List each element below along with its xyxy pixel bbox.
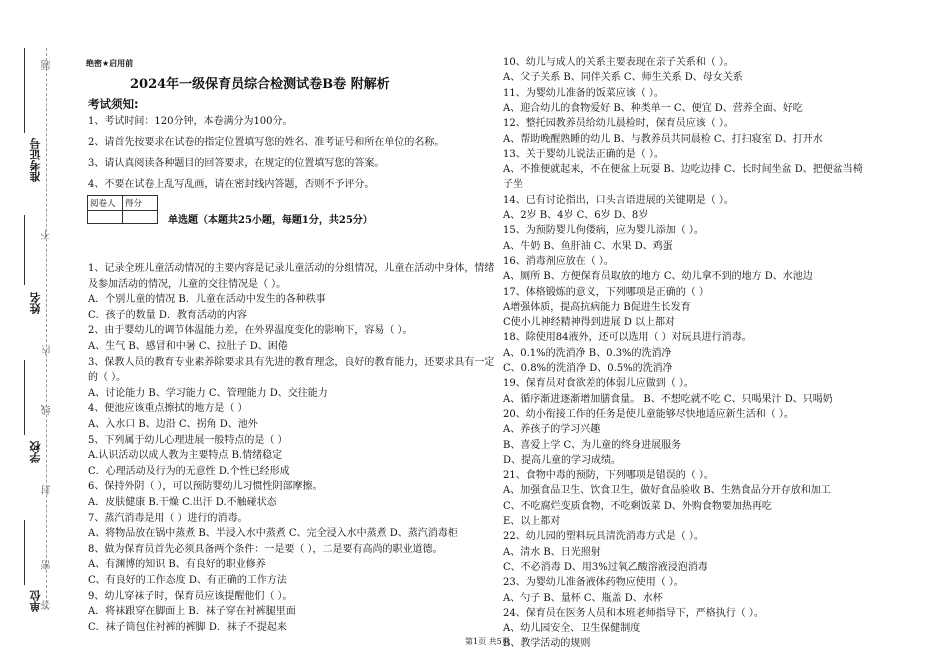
seal-mark: 答 <box>42 600 53 610</box>
question-line: B、喜爱上学 C、为儿童的终身进展服务 <box>503 439 682 451</box>
question-line: C、有良好的工作态度 D、有正确的工作方法 <box>88 575 287 586</box>
question-line: D、提高儿童的学习成绩。 <box>503 454 622 466</box>
question-line: 2、由于婴幼儿的调节体温能力差，在外界温度变化的影响下，容易（ ）。 <box>88 325 413 337</box>
question-line: A.认识活动以成人教为主要特点 B.情绪稳定 <box>88 450 283 462</box>
question-line: 20、幼小衔接工作的任务是使儿童能够尽快地适应新生活和（ ）。 <box>503 408 794 420</box>
question-line: A、迎合幼儿的食物爱好 B、种类单一 C、便宜 D、营养全面、好吃 <box>503 102 803 114</box>
unit-label: 单位 <box>29 590 42 612</box>
question-line: A、勺子 B、量杯 C、瓶盖 D、水杯 <box>503 592 663 604</box>
question-line: A、生气 B、感冒和中暑 C、拉肚子 D、困倦 <box>88 341 288 352</box>
section-heading: 单选题（本题共25小题，每题1分，共25分） <box>168 215 373 226</box>
seal-mark: 线 <box>42 405 53 415</box>
question-line: 12、整托园教养员给幼儿晨检时，保育员应该（ ）。 <box>503 118 734 130</box>
question-line: A、讨论能力 B、学习能力 C、管理能力 D、交往能力 <box>88 387 328 399</box>
question-line: A增强体质，提高抗病能力 B促进生长发育 <box>503 301 691 313</box>
name-label: 姓名 <box>29 292 42 314</box>
question-line: 23、为婴幼儿准备液体药物应使用（ ）。 <box>503 577 684 589</box>
question-line: 子坐 <box>503 179 523 191</box>
question-line: 17、体格锻炼的意义，下列哪项是正确的（ ） <box>503 286 709 298</box>
question-line: A、清水 B、日光照射 <box>503 546 601 558</box>
question-line: A、2岁 B、4岁 C、6岁 D、8岁 <box>503 210 649 221</box>
page-footer: 第1页 共5页 <box>465 637 510 646</box>
reviewer-cell: 阅卷人 <box>88 196 123 211</box>
notice-item: 4、不要在试卷上乱写乱画，请在密封线内答题，否则不予评分。 <box>88 179 375 190</box>
question-line: 24、保育员在医务人员和本班老师指导下，严格执行（ ）。 <box>503 607 764 619</box>
question-line: 16、消毒剂应放在（ ）。 <box>503 255 614 267</box>
question-line: A、有渊博的知识 B、有良好的职业修养 <box>88 559 266 571</box>
question-line: C．心理活动及行为的无意性 D.个性已经形成 <box>88 465 290 477</box>
question-line: A、牛奶 B、鱼肝油 C、水果 D、鸡蛋 <box>503 240 673 252</box>
question-line: 21、食物中毒的预防，下列哪项是错误的（ ）。 <box>503 470 714 482</box>
question-line: C、不吃腐烂变质食物，不吃剩饭菜 D、外购食物要加热再吃 <box>503 500 772 512</box>
reviewer-input-cell[interactable] <box>88 211 123 224</box>
question-line: 的（ ）。 <box>88 372 127 384</box>
question-line: 3、保教人员的教育专业素养除要求具有先进的教育理念，良好的教育能力，还要求具有一定 <box>88 356 495 368</box>
score-cell: 得分 <box>123 196 158 211</box>
seal-mark: 不 <box>42 230 53 240</box>
question-line: C、0.8%的洗消净 D、0.5%的洗消净 <box>503 363 673 374</box>
binding-margin <box>0 0 70 671</box>
question-line: C使小儿神经精神得到进展 D 以上都对 <box>503 317 676 329</box>
question-line: A、幼儿园安全、卫生保健制度 <box>503 623 641 635</box>
school-underline <box>24 360 25 435</box>
question-line: A、循序渐进逐渐增加膳食量。 B、不想吃就不吃 C、只喝果汁 D、只喝奶 <box>503 393 833 405</box>
seal-mark: 题 <box>42 60 53 70</box>
question-line: B、教学活动的规则 <box>503 638 591 650</box>
question-line: 14、已有讨论指出，口头言语进展的关键期是（ ）。 <box>503 194 734 206</box>
notice-heading: 考试须知: <box>88 97 139 111</box>
name-underline <box>24 215 25 285</box>
unit-underline <box>24 520 25 585</box>
seal-line <box>46 48 47 608</box>
question-line: 4、便池应该重点擦拭的地方是（ ） <box>88 403 248 415</box>
question-line: A、父子关系 B、同伴关系 C、师生关系 D、母女关系 <box>503 72 743 84</box>
score-input-cell[interactable] <box>123 211 158 224</box>
question-line: A、加强食品卫生、饮食卫生，做好食品验收 B、生熟食品分开存放和加工 <box>503 485 831 497</box>
question-line: 6、保持外阴（ ），可以预防婴幼儿习惯性阴部摩擦。 <box>88 481 323 493</box>
question-line: A、将物品放在锅中蒸煮 B、半浸入水中蒸煮 C、完全浸入水中蒸煮 D、蒸汽消毒柜 <box>88 528 458 540</box>
school-label: 学校 <box>29 441 42 463</box>
question-line: C．孩子的数量 D．教育活动的内容 <box>88 309 247 321</box>
question-line: 15、为预防婴儿佝偻病，应为婴儿添加（ ）。 <box>503 225 704 237</box>
page-title: 2024年一级保育员综合检测试卷B卷 附解析 <box>130 77 390 92</box>
question-line: 1、记录全班儿童活动情况的主要内容是记录儿童活动的分组情况，儿童在活动中身体，情绪 <box>88 263 495 274</box>
question-line: A、养孩子的学习兴趣 <box>503 424 601 436</box>
seal-mark: 密 <box>42 560 53 570</box>
question-line: A、厕所 B、方便保育员取放的地方 C、幼儿拿不到的地方 D、水池边 <box>503 271 813 283</box>
question-line: A．皮肤健康 B.干燥 C.出汗 D.不触碰状态 <box>88 497 277 508</box>
question-line: 22、幼儿园的塑料玩具清洗消毒方式是（ ）。 <box>503 531 704 543</box>
question-line: 5、下列属于幼儿心理进展一般特点的是（ ） <box>88 434 288 446</box>
score-table <box>87 195 158 224</box>
question-line: 13、关于婴幼儿说法正确的是（ ）。 <box>503 148 664 160</box>
question-line: 9、幼儿穿袜子时，保育员应该提醒他们（ ）。 <box>88 590 293 602</box>
secret-label: 绝密★启用前 <box>86 59 134 68</box>
question-line: A．个别儿童的情况 B．儿童在活动中发生的各种秩事 <box>88 294 326 306</box>
question-line: E、以上都对 <box>503 516 561 527</box>
question-line: C．袜子筒包住衬裤的裤脚 D．袜子不提起来 <box>88 621 287 633</box>
question-line: 19、保育员对食欲差的体弱儿应做到（ ）。 <box>503 378 694 390</box>
question-line: 11、为婴幼儿准备的饭菜应该（ ）。 <box>503 87 664 99</box>
exam-number-underline <box>24 48 25 133</box>
question-line: A．将袜跟穿在脚面上 B．袜子穿在衬裤腿里面 <box>88 606 296 618</box>
question-line: C、不必消毒 D、用3%过氧乙酸溶液浸泡消毒 <box>503 561 708 573</box>
exam-number-label: 准考证号 <box>29 138 42 182</box>
question-line: 18、除使用84液外，还可以选用（ ）对玩具进行消毒。 <box>503 332 752 344</box>
notice-item: 1、考试时间：120分钟，本卷满分为100分。 <box>88 116 293 127</box>
question-line: A、不推便就起来，不在便盆上玩耍 B、边吃边排 C、长时间坐盆 D、把便盆当椅 <box>503 164 863 176</box>
seal-mark: 内 <box>42 345 53 355</box>
notice-item: 3、请认真阅读各种题目的回答要求，在规定的位置填写您的答案。 <box>88 158 385 169</box>
question-line: A、0.1%的洗消净 B、0.3%的洗消净 <box>503 347 672 359</box>
question-line: 8、做为保育员首先必须具备两个条件：一是要（ ），二是要有高尚的职业道德。 <box>88 543 443 555</box>
question-line: 10、幼儿与成人的关系主要表现在亲子关系和（ ）。 <box>503 57 734 68</box>
question-line: A、帮助晚醒熟睡的幼儿 B、与教养员共同晨检 C、打扫寝室 D、打开水 <box>503 133 823 145</box>
seal-mark: 封 <box>42 485 53 495</box>
question-line: 及参加活动的情况，儿童的交往情况是（ ）。 <box>88 278 287 290</box>
question-line: A、入水口 B、边沿 C、拐角 D、池外 <box>88 419 258 430</box>
question-line: 7、蒸汽消毒是用（ ）进行的消毒。 <box>88 512 248 524</box>
notice-item: 2、请首先按要求在试卷的指定位置填写您的姓名、准考证号和所在单位的名称。 <box>88 137 445 148</box>
